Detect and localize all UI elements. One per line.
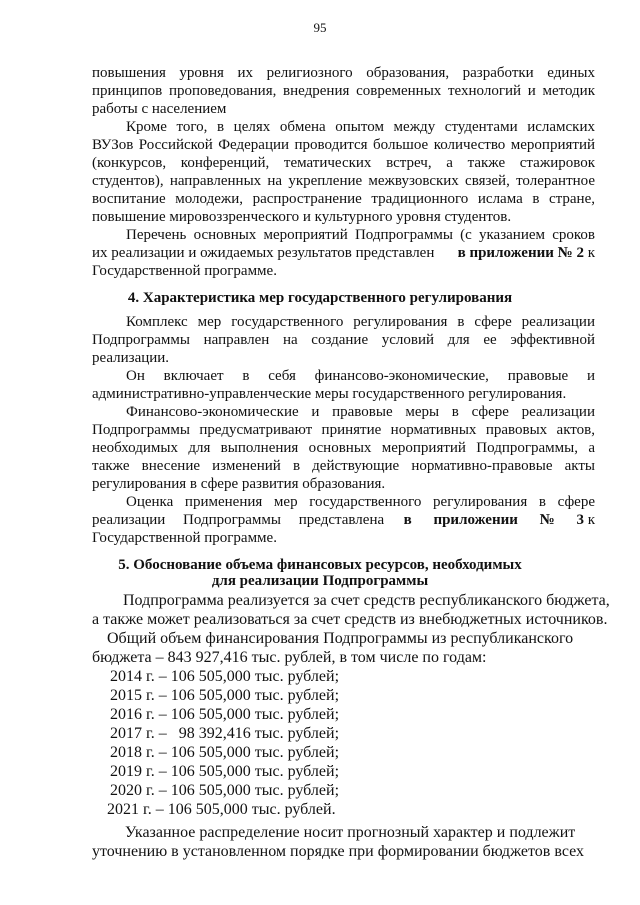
text-line: Указанное распределение носит прогнозный характер и подлежит bbox=[125, 824, 576, 841]
appendix-reference: в приложении № 3 bbox=[403, 512, 584, 528]
text-line: студентов), направленных на укрепление межвузовских связей, толерантное bbox=[92, 173, 595, 189]
text-line: Подпрограммы направлен на создание условий для ее эффективной bbox=[92, 332, 595, 348]
text-line: работы с населением bbox=[92, 101, 227, 117]
section-heading: 5. Обоснование объема финансовых ресурсов, необходимых bbox=[118, 557, 522, 573]
text-line: ВУЗов Российской Федерации проводится большое количество мероприятий bbox=[92, 137, 595, 153]
funding-year-line: 2021 г. – 106 505,000 тыс. рублей. bbox=[107, 801, 336, 818]
text-line: необходимых для выполнения основных мероприятий Подпрограммы, а bbox=[92, 440, 595, 456]
text-line: Подпрограммы предусматривают принятие нормативных правовых актов, bbox=[92, 422, 595, 438]
text-fragment: к bbox=[583, 512, 595, 528]
funding-year-line: 2017 г. – 98 392,416 тыс. рублей; bbox=[110, 725, 340, 742]
text-line: Подпрограмма реализуется за счет средств республиканского бюджета, bbox=[123, 592, 610, 609]
section-heading: 4. Характеристика мер государственного регулирования bbox=[127, 290, 513, 306]
text-line: Комплекс мер государственного регулирования в сфере реализации bbox=[126, 314, 595, 330]
text-line bbox=[92, 511, 595, 529]
section-heading: для реализации Подпрограммы bbox=[211, 573, 429, 589]
text-line: повышения уровня их религиозного образования, разработки единых bbox=[92, 65, 595, 81]
text-line: Финансово-экономические и правовые меры в сфере реализации bbox=[126, 404, 595, 420]
text-line: Государственной программе. bbox=[92, 263, 277, 279]
funding-year-line: 2016 г. – 106 505,000 тыс. рублей; bbox=[110, 706, 340, 723]
appendix-reference: в приложении № 2 bbox=[457, 245, 584, 261]
text-line: также внесение изменений в действующие нормативно-правовые акты bbox=[92, 458, 595, 474]
text-line: (конкурсов, конференций, тематических встреч, а также стажировок bbox=[92, 155, 595, 171]
text-line: Общий объем финансирования Подпрограммы из республиканского bbox=[107, 630, 574, 647]
text-line: бюджета – 843 927,416 тыс. рублей, в том числе по годам: bbox=[92, 649, 487, 666]
funding-year-line: 2018 г. – 106 505,000 тыс. рублей; bbox=[110, 744, 340, 761]
text-fragment: к bbox=[583, 245, 595, 261]
text-line: Оценка применения мер государственного регулирования в сфере bbox=[126, 494, 595, 510]
text-line: воспитание молодежи, распространение традиционного ислама в стране, bbox=[92, 191, 595, 207]
text-line: а также может реализоваться за счет средств из внебюджетных источников. bbox=[92, 611, 608, 628]
funding-year-line: 2020 г. – 106 505,000 тыс. рублей; bbox=[110, 782, 340, 799]
text-line: Он включает в себя финансово-экономические, правовые и bbox=[126, 368, 595, 384]
text-line: уточнению в установленном порядке при формировании бюджетов всех bbox=[92, 843, 584, 860]
text-line: повышение мировоззренческого и культурного уровня студентов. bbox=[92, 209, 512, 225]
text-line: регулирования в сфере развития образования. bbox=[92, 476, 386, 492]
funding-year-line: 2019 г. – 106 505,000 тыс. рублей; bbox=[110, 763, 340, 780]
text-fragment: их реализации и ожидаемых результатов представлен bbox=[92, 245, 439, 261]
text-line: административно-управленческие меры государственного регулирования. bbox=[92, 386, 567, 402]
text-fragment: реализации Подпрограммы представлена bbox=[92, 512, 402, 528]
text-line bbox=[92, 244, 595, 262]
page-number: 95 bbox=[313, 20, 327, 35]
funding-year-line: 2015 г. – 106 505,000 тыс. рублей; bbox=[110, 687, 340, 704]
text-line: Перечень основных мероприятий Подпрограммы (с указанием сроков bbox=[126, 227, 595, 243]
funding-year-line: 2014 г. – 106 505,000 тыс. рублей; bbox=[110, 668, 340, 685]
text-line: принципов проповедования, внедрения современных технологий и методик bbox=[92, 83, 595, 99]
text-line: Государственной программе. bbox=[92, 530, 277, 546]
text-line: Кроме того, в целях обмена опытом между студентами исламских bbox=[126, 119, 595, 135]
text-line: реализации. bbox=[92, 350, 170, 366]
